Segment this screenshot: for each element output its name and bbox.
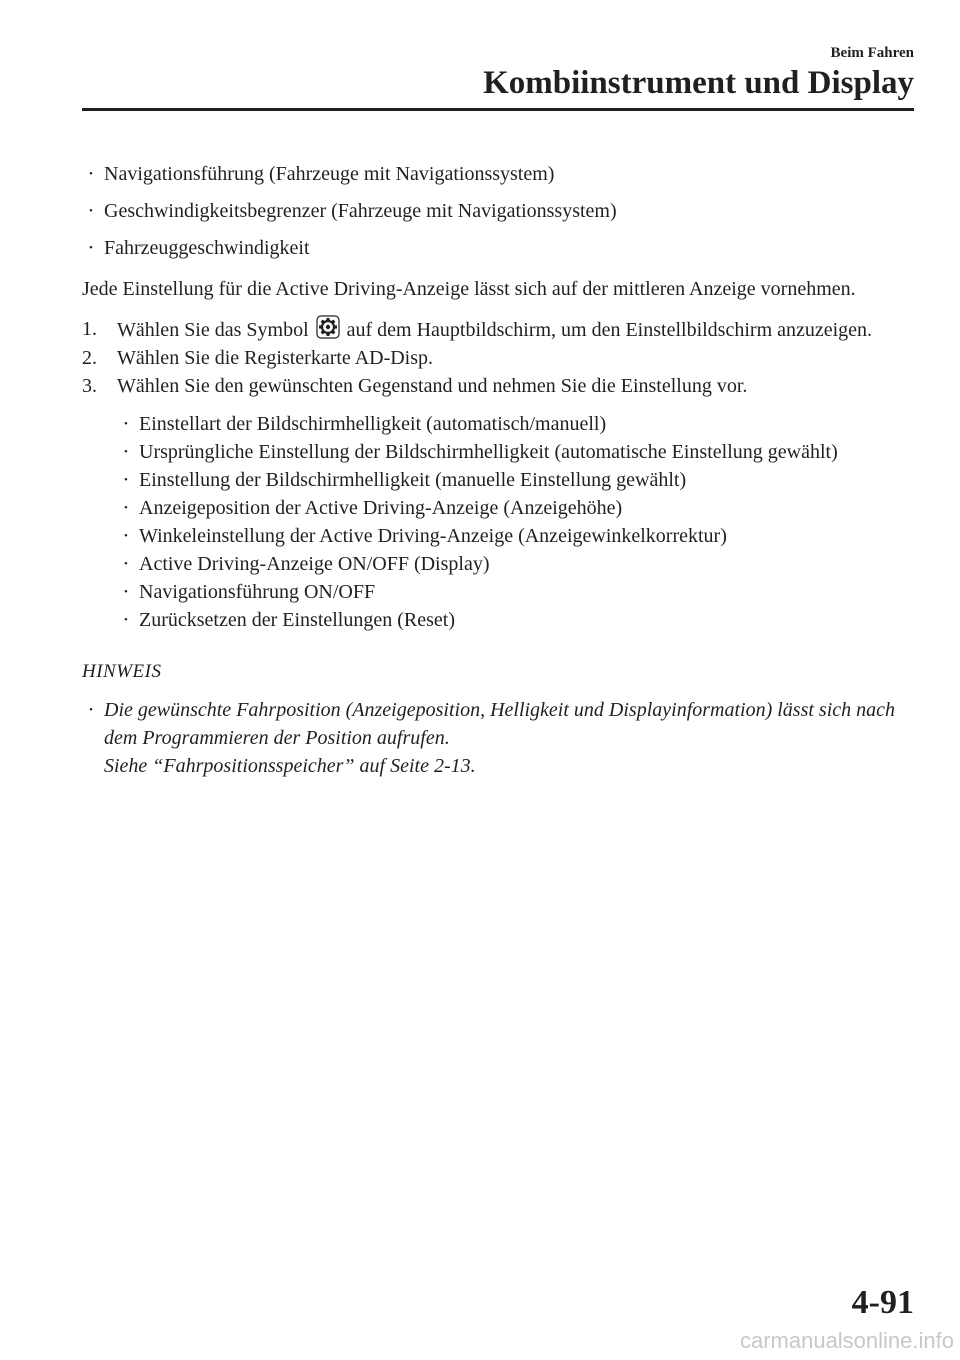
settings-item: • Anzeigeposition der Active Driving-Anzeige (Anzeigehöhe) xyxy=(117,494,917,522)
page-title: Kombiinstrument und Display xyxy=(483,65,914,101)
note-heading: HINWEIS xyxy=(82,661,162,682)
settings-item-list xyxy=(82,410,917,634)
step-1 xyxy=(82,315,917,344)
intro-paragraph: Jede Einstellung für die Active Driving-Anzeige lässt sich auf der mittleren Anzeige vornehmen. xyxy=(82,278,856,300)
step-3 xyxy=(82,372,917,400)
step-text: Wählen Sie die Registerkarte AD-Disp. xyxy=(117,347,434,369)
step-text-before-icon: Wählen Sie das Symbol xyxy=(117,319,309,341)
settings-item: • Einstellart der Bildschirmhelligkeit (automatisch/manuell) xyxy=(117,410,917,438)
note-reference-link[interactable]: Siehe “Fahrpositionsspeicher” auf Seite 2-13. xyxy=(104,755,476,777)
step-number: 2. xyxy=(82,347,97,369)
settings-item: • Einstellung der Bildschirmhelligkeit (manuelle Einstellung gewählt) xyxy=(117,466,917,494)
section-label: Beim Fahren xyxy=(830,45,914,61)
settings-item: • Navigationsführung ON/OFF xyxy=(117,578,917,606)
step-text: auf dem Hauptbildschirm, um den Einstellbildschirm anzuzeigen. xyxy=(346,319,873,341)
settings-item: • Winkeleinstellung der Active Driving-Anzeige (Anzeigewinkelkorrektur) xyxy=(117,522,917,550)
note-text: Die gewünschte Fahrposition (Anzeigeposition, Helligkeit und Displayinformation) lässt sich nach dem Programmieren der Position aufrufen. xyxy=(104,699,896,749)
step-2 xyxy=(82,344,917,372)
list-item: • Navigationsführung (Fahrzeuge mit Navigationssystem) xyxy=(82,160,917,188)
page-header xyxy=(483,44,914,102)
list-item: • Fahrzeuggeschwindigkeit xyxy=(82,234,917,262)
step-number: 3. xyxy=(82,375,97,397)
step-list xyxy=(82,315,917,400)
step-number: 1. xyxy=(82,318,97,340)
settings-item: • Active Driving-Anzeige ON/OFF (Display) xyxy=(117,550,917,578)
watermark: carmanualsonline.info xyxy=(739,1328,954,1353)
settings-item: • Zurücksetzen der Einstellungen (Reset) xyxy=(117,606,917,634)
step-text: Wählen Sie den gewünschten Gegenstand und nehmen Sie die Einstellung vor. xyxy=(117,375,748,397)
page-content xyxy=(82,160,917,780)
header-rule xyxy=(82,108,914,111)
settings-gear-icon xyxy=(316,315,340,339)
note-item xyxy=(82,696,917,780)
list-item: • Geschwindigkeitsbegrenzer (Fahrzeuge mit Navigationssystem) xyxy=(82,197,917,225)
settings-item: • Ursprüngliche Einstellung der Bildschirmhelligkeit (automatische Einstellung gewählt) xyxy=(117,438,917,466)
page-number: 4-91 xyxy=(851,1284,914,1321)
